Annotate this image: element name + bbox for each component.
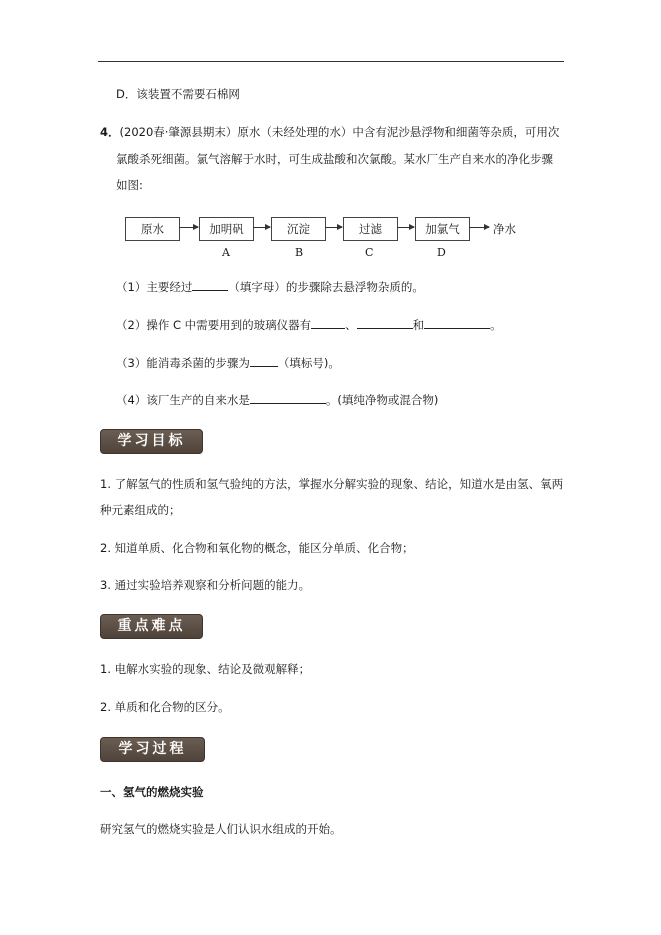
flow-step-sediment: 沉淀 xyxy=(271,217,326,241)
goal-line-2: 种元素组成的； xyxy=(100,503,181,517)
flow-step-chlorine: 加氯气 xyxy=(415,217,470,241)
flow-arrow xyxy=(469,227,489,228)
sub-question-3-text: （3）能消毒杀菌的步骤为 xyxy=(116,356,250,370)
header-rule xyxy=(98,61,564,62)
flow-arrow xyxy=(253,227,270,228)
sub-question-3 xyxy=(116,354,340,371)
flow-step-filter: 过滤 xyxy=(343,217,398,241)
period: 。 xyxy=(490,318,502,332)
flow-letter-b: B xyxy=(295,246,304,259)
separator: 和 xyxy=(412,318,425,332)
flow-letter-d: D xyxy=(437,246,446,259)
sub-question-2 xyxy=(116,316,502,333)
sub-question-4-text: （4）该厂生产的自来水是 xyxy=(116,393,250,407)
flow-arrow xyxy=(179,227,198,228)
sub-question-4 xyxy=(116,391,438,408)
answer-blank[interactable] xyxy=(250,354,278,367)
flow-end-clean-water: 净水 xyxy=(493,222,516,236)
option-d: D．该装置不需要石棉网 xyxy=(116,87,240,101)
flow-letter-a: A xyxy=(222,246,230,259)
answer-blank[interactable] xyxy=(424,316,490,329)
question-text-1: (2020春·肇源县期末）原水（未经处理的水）中含有泥沙悬浮物和细菌等杂质，可用次 xyxy=(119,125,560,139)
question-4-line-3: 如图: xyxy=(116,178,143,192)
flow-letter-c: C xyxy=(365,246,374,259)
goal-line-3: 2. 知道单质、化合物和氧化物的概念，能区分单质、化合物； xyxy=(100,541,414,555)
goal-line-1: 1. 了解氢气的性质和氢气验纯的方法，掌握水分解实验的现象、结论，知道水是由氢、氧两 xyxy=(100,477,564,491)
key-line-1: 1. 电解水实验的现象、结论及微观解释； xyxy=(100,662,311,676)
flow-step-alum: 加明矾 xyxy=(199,217,254,241)
sub-question-1 xyxy=(116,278,424,295)
question-4-line-1 xyxy=(100,124,559,140)
flow-arrow xyxy=(397,227,414,228)
key-line-2: 2. 单质和化合物的区分。 xyxy=(100,700,230,714)
answer-blank[interactable] xyxy=(250,391,326,404)
goal-line-4: 3. 通过实验培养观察和分析问题的能力。 xyxy=(100,578,311,592)
process-heading: 一、氢气的燃烧实验 xyxy=(100,785,204,799)
answer-blank[interactable] xyxy=(192,278,228,291)
section-title-key-points: 重点难点 xyxy=(100,614,203,639)
sub-question-4-text-end: 。(填纯净物或混合物) xyxy=(325,393,439,407)
process-text: 研究氢气的燃烧实验是人们认识水组成的开始。 xyxy=(100,822,342,836)
section-title-process: 学习过程 xyxy=(100,737,205,762)
answer-blank[interactable] xyxy=(357,316,413,329)
flow-arrow xyxy=(325,227,342,228)
sub-question-1-text: （1）主要经过 xyxy=(116,280,193,294)
separator: 、 xyxy=(345,318,357,332)
question-number: 4． xyxy=(100,125,120,139)
sub-question-1-text-end: （填字母）的步骤除去悬浮物杂质的。 xyxy=(228,280,424,294)
sub-question-3-text-end: （填标号)。 xyxy=(277,356,340,370)
sub-question-2-text: （2）操作 C 中需要用到的玻璃仪器有 xyxy=(116,318,312,332)
flow-step-raw-water: 原水 xyxy=(125,217,180,241)
answer-blank[interactable] xyxy=(311,316,345,329)
question-4-line-2: 氯酸杀死细菌。氯气溶解于水时，可生成盐酸和次氯酸。某水厂生产自来水的净化步骤 xyxy=(116,152,553,166)
section-title-goals: 学习目标 xyxy=(100,429,203,454)
